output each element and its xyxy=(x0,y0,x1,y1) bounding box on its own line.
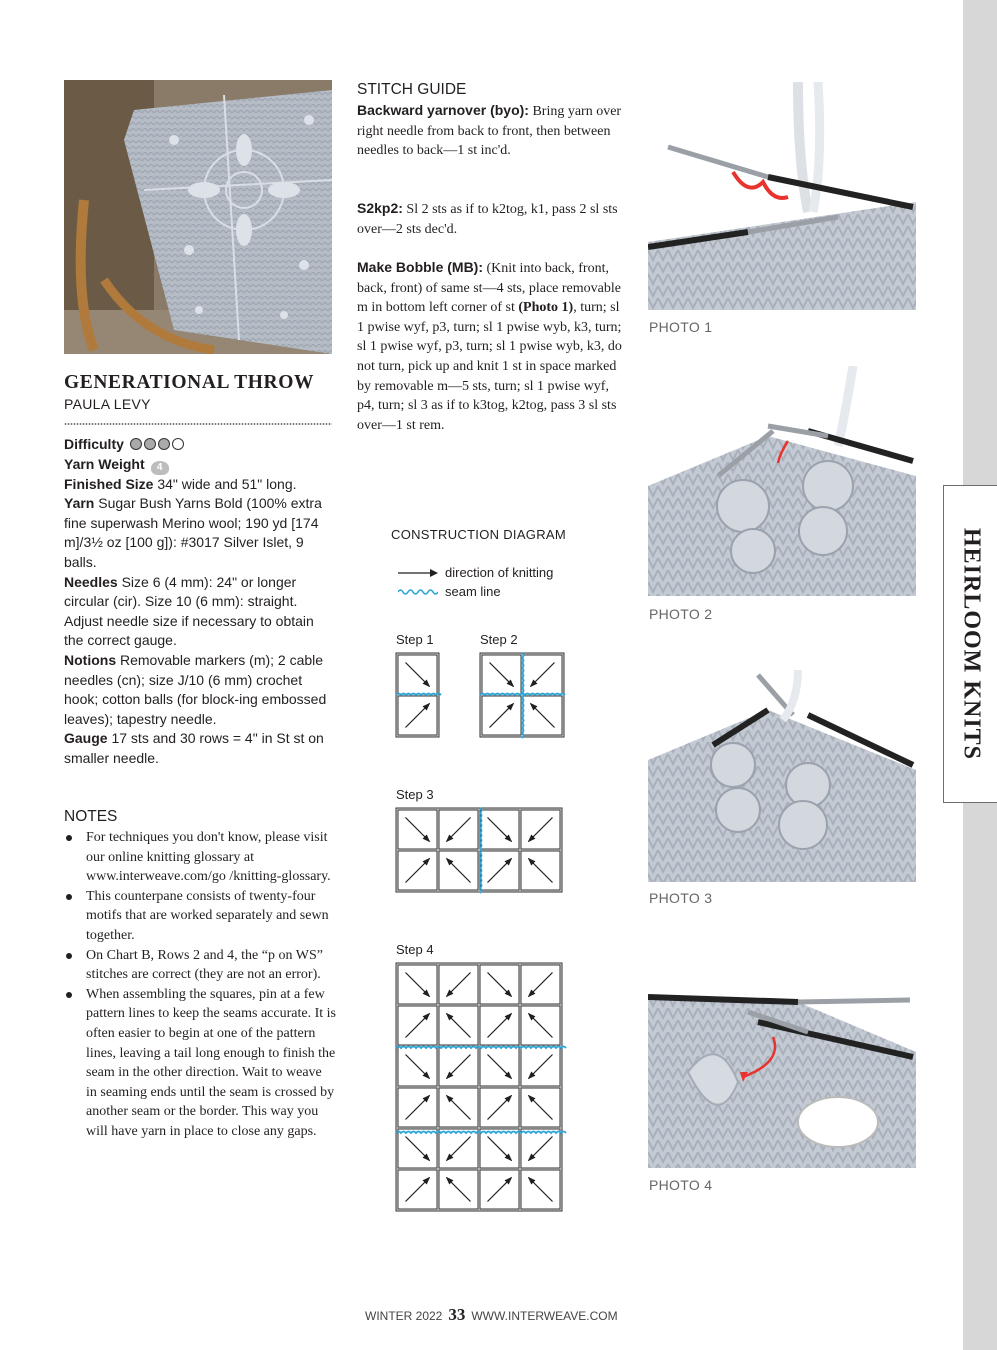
gauge-label: Gauge xyxy=(64,730,108,747)
diagram-legend xyxy=(398,563,553,601)
dotted-rule xyxy=(64,422,332,426)
photo-4 xyxy=(648,972,916,1168)
byo-text: Bring yarn over right needle from back to front, then between needles to back—1 st inc'd. xyxy=(357,104,622,159)
difficulty-dot-icon xyxy=(130,438,142,450)
difficulty-dot-icon xyxy=(172,438,184,450)
legend-arrow-row xyxy=(398,563,553,582)
notes-list xyxy=(64,828,336,1142)
seam-line xyxy=(396,1132,566,1134)
stitch-guide-heading: STITCH GUIDE xyxy=(357,81,467,98)
step-3-label: Step 3 xyxy=(396,787,434,802)
footer-issue: WINTER 2022 xyxy=(365,1309,443,1323)
stitch-mb xyxy=(357,258,627,435)
s2kp2-term: S2kp2: xyxy=(357,200,403,216)
difficulty-label: Difficulty xyxy=(64,436,124,452)
difficulty-row xyxy=(64,435,336,455)
difficulty-dot-icon xyxy=(144,438,156,450)
photo-4-caption: PHOTO 4 xyxy=(649,1177,713,1193)
section-tab xyxy=(943,485,997,803)
gauge-row xyxy=(64,729,336,768)
pattern-author: PAULA LEVY xyxy=(64,396,151,412)
pattern-title: GENERATIONAL THROW xyxy=(64,372,315,393)
legend-seam-label: seam line xyxy=(445,584,501,599)
legend-seam-row xyxy=(398,582,553,601)
finished-size-label: Finished Size xyxy=(64,475,154,492)
step-1-label: Step 1 xyxy=(396,632,434,647)
yarn-weight-row xyxy=(64,455,336,475)
legend-arrow-label: direction of knitting xyxy=(445,565,554,580)
construction-diagram xyxy=(390,645,575,1225)
s2kp2-text: Sl 2 sts as if to k2tog, k1, pass 2 sl sts over—2 sts dec'd. xyxy=(357,202,618,237)
yarn-weight-label: Yarn Weight xyxy=(64,455,145,472)
needles-row xyxy=(64,573,336,651)
step-4-label: Step 4 xyxy=(396,942,434,957)
finished-size-row xyxy=(64,475,336,495)
yarn-value: Sugar Bush Yarns Bold (100% extra fine superwash Merino wool; 190 yd [174 m]/3½ oz [100 g]): #3017 Silver Islet, 9 balls. xyxy=(64,495,322,570)
difficulty-dot-icon xyxy=(158,438,170,450)
throw-photo xyxy=(64,80,332,354)
list-item: When assembling the squares, pin at a few pattern lines to keep the seams accurate. It is often easier to begin at one of the pattern lines, leaving a tail long enough to finish the seam in the other direction. Wait to weave in seaming ends until the seam is crossed by another seam or the border. This way you will have yarn in place to close any gaps. xyxy=(64,985,336,1142)
pattern-specs xyxy=(64,435,336,769)
stitch-byo xyxy=(357,101,627,161)
list-item: On Chart B, Rows 2 and 4, the “p on WS” stitches are correct (they are not an error). xyxy=(64,946,336,985)
finished-size-value: 34" wide and 51" long. xyxy=(157,475,297,492)
mb-photo-ref: (Photo 1) xyxy=(518,300,574,316)
construction-diagram-heading: CONSTRUCTION DIAGRAM xyxy=(391,527,566,542)
stitch-s2kp2 xyxy=(357,199,627,239)
byo-term: Backward yarnover (byo): xyxy=(357,102,529,118)
photo-1-caption: PHOTO 1 xyxy=(649,319,713,335)
section-tab-label: HEIRLOOM KNITS xyxy=(958,527,984,761)
photo-1 xyxy=(648,82,916,310)
list-item: This counterpane consists of twenty-four motifs that are worked separately and sewn together. xyxy=(64,887,336,946)
notions-value: Removable markers (m); 2 cable needles (cn); size J/10 (6 mm) crochet hook; cotton balls (for block-ing embossed leaves); tapestry needle. xyxy=(64,651,327,727)
needles-value: Size 6 (4 mm): 24" or longer circular (cir). Size 10 (6 mm): straight. Adjust needle size if necessary to obtain the correct gauge. xyxy=(64,573,314,649)
step-2-label: Step 2 xyxy=(480,632,518,647)
page-footer xyxy=(365,1305,618,1325)
gauge-value: 17 sts and 30 rows = 4" in St st on smaller needle. xyxy=(64,730,324,766)
list-item: For techniques you don't know, please visit our online knitting glossary at www.interweave.com/go /knitting-glossary. xyxy=(64,828,336,887)
difficulty-dots xyxy=(128,436,184,452)
footer-site: WWW.INTERWEAVE.COM xyxy=(471,1309,618,1323)
yarn-weight-icon: 4 xyxy=(151,461,169,475)
notes-heading: NOTES xyxy=(64,808,118,825)
yarn-label: Yarn xyxy=(64,495,95,512)
seam-line-icon xyxy=(398,587,438,597)
needles-label: Needles xyxy=(64,573,118,590)
yarn-row xyxy=(64,494,336,572)
mb-term: Make Bobble (MB): xyxy=(357,259,483,275)
photo-3-caption: PHOTO 3 xyxy=(649,890,713,906)
notions-label: Notions xyxy=(64,651,117,668)
notions-row xyxy=(64,651,336,729)
page-number: 33 xyxy=(448,1305,466,1324)
photo-3 xyxy=(648,670,916,882)
arrow-icon xyxy=(398,568,438,578)
seam-line xyxy=(396,1047,566,1049)
photo-2-caption: PHOTO 2 xyxy=(649,606,713,622)
photo-2 xyxy=(648,366,916,596)
mb-text: , turn; sl 1 pwise wyf, p3, turn; sl 1 pwise wyb, k3, turn; sl 1 pwise wyf, p3, turn; sl 1 pwise wyb, k3, do not turn, pick up and knit 1 st in space marked by removable m—5 sts, turn; sl 1 pwise wyf, p4, turn; sl 3 as if to k3tog, k2tog, pass 3 sl sts over—1 st rem. xyxy=(357,300,622,433)
mb-text: (Knit into back, front, back, front) of same st—4 sts, place removable m in bottom left corner of st xyxy=(357,261,621,316)
